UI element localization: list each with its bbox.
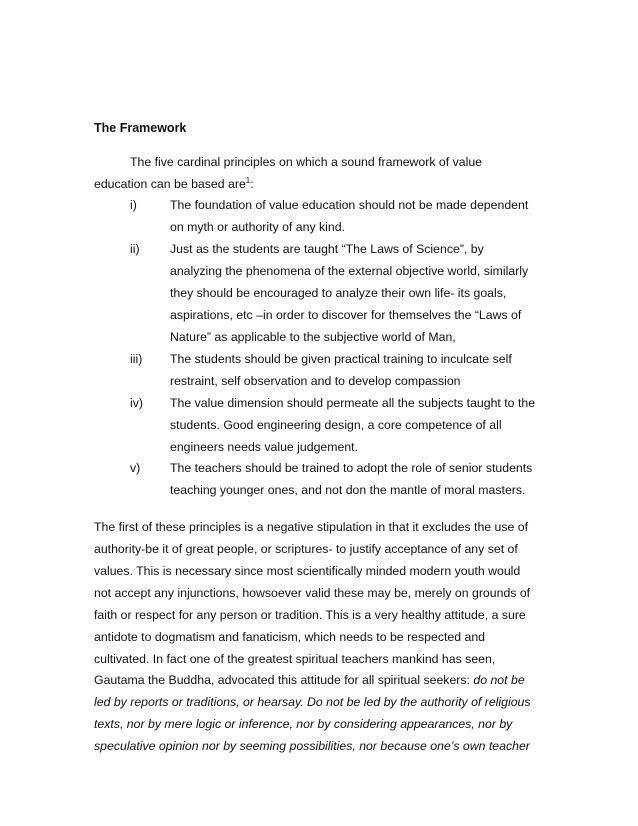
principle-line: Nature” as applicable to the subjective world of Man, [170,330,456,344]
principle-number: iv) [130,396,143,410]
paragraph-line: antidote to dogmatism and fanaticism, which needs to be respected and [94,630,486,644]
quote-line: texts, nor by mere logic or inference, nor by considering appearances, nor by [94,717,513,731]
paragraph-line: values. This is necessary since most scientifically minded modern youth would [94,564,521,578]
principle-line: The students should be given practical training to inculcate self [170,352,512,366]
principle-line: they should be encouraged to analyze their own life- its goals, [170,286,507,300]
principle-line: analyzing the phenomena of the external objective world, similarly [170,264,529,278]
paragraph-line: cultivated. In fact one of the greatest spiritual teachers mankind has seen, [94,652,496,666]
principle-number: v) [130,461,141,475]
quote-line: led by reports or traditions, or hearsay. Do not be led by the authority of religious [94,695,531,709]
principle-line: engineers needs value judgement. [170,440,359,454]
principle-number: ii) [130,242,140,256]
principle-line: The teachers should be trained to adopt the role of senior students [170,461,533,475]
intro-line-2-colon: : [250,177,254,191]
quote-text: do not be [473,673,525,687]
paragraph-line: faith or respect for any person or tradition. This is a very healthy attitude, a sure [94,608,526,622]
paragraph-line [94,672,525,688]
intro-line-1: The five cardinal principles on which a sound framework of value [130,155,483,169]
footnote-reference: 1 [245,176,251,185]
section-heading: The Framework [94,121,187,135]
principle-number: i) [130,198,137,212]
intro-line-2 [94,176,254,192]
paragraph-line: not accept any injunctions, howsoever valid these may be, merely on grounds of [94,586,531,600]
intro-line-2-text: education can be based are [94,177,246,191]
paragraph-line: The first of these principles is a negative stipulation in that it excludes the use of [94,520,529,534]
principle-line: students. Good engineering design, a core competence of all [170,418,502,432]
paragraph-text: Gautama the Buddha, advocated this attitude for all spiritual seekers: [94,673,474,687]
principle-line: Just as the students are taught “The Laws of Science”, by [170,242,484,256]
quote-line: speculative opinion nor by seeming possibilities, nor because one’s own teacher [94,739,530,753]
principle-line: The foundation of value education should not be made dependent [170,198,529,212]
principle-number: iii) [130,352,143,366]
principle-line: restraint, self observation and to develop compassion [170,374,461,388]
principle-line: teaching younger ones, and not don the mantle of moral masters. [170,483,526,497]
principle-line: The value dimension should permeate all the subjects taught to the [170,396,536,410]
principle-line: aspirations, etc –in order to discover for themselves the “Laws of [170,308,522,322]
paragraph-line: authority-be it of great people, or scriptures- to justify acceptance of any set of [94,542,518,556]
principle-line: on myth or authority of any kind. [170,220,345,234]
